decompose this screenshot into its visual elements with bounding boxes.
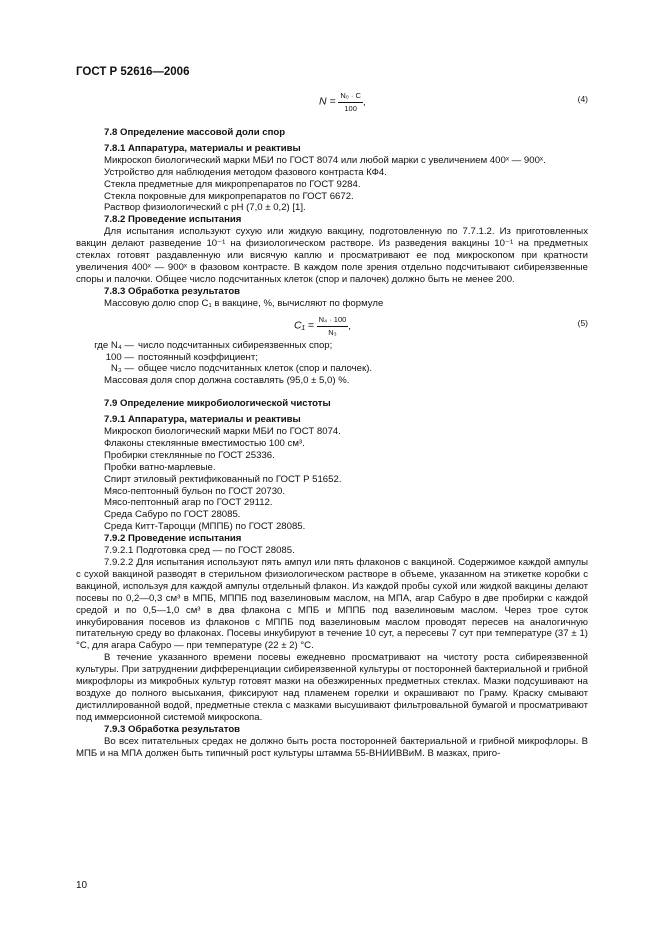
legend-row: где N₄ — число подсчитанных сибиреязвенных спор; bbox=[94, 339, 333, 351]
list-item: Пробирки стеклянные по ГОСТ 25336. bbox=[104, 449, 275, 461]
list-item: Спирт этиловый ректификованный по ГОСТ Р 51652. bbox=[104, 473, 342, 485]
list-item: Среда Китт-Тароцци (МППБ) по ГОСТ 28085. bbox=[104, 521, 306, 533]
list-item: Стекла предметные для микропрепаратов по ГОСТ 9284. bbox=[104, 178, 361, 190]
list-item: Микроскоп биологический марки МБИ по ГОСТ 8074 или любой марки с увеличением 400ˣ — 900ˣ. bbox=[104, 154, 546, 166]
formula-4-number: (4) bbox=[577, 94, 588, 104]
formula-5-lhs: C₁ = bbox=[294, 319, 314, 332]
list-item: Устройство для наблюдения методом фазового контраста КФ4. bbox=[104, 166, 387, 178]
list-item: Микроскоп биологический марки МБИ по ГОСТ 8074. bbox=[104, 426, 341, 438]
formula-4-fraction: $\frac{\text{N₀ · C}}{100}$ bbox=[340, 91, 361, 113]
formula-5-fraction: $\frac{\text{N₄ · 100}}{\text{N₃}}$ bbox=[318, 314, 347, 337]
legend-row: 100 — постоянный коэффициент; bbox=[105, 351, 258, 363]
list-item: Пробки ватно-марлевые. bbox=[104, 461, 216, 473]
formula-4-lhs: N = bbox=[319, 95, 336, 108]
document-body bbox=[76, 86, 588, 759]
legend-row: N₃ — общее число подсчитанных клеток (спор и палочек). bbox=[110, 363, 373, 375]
section-7-9-2-title: 7.9.2 Проведение испытания bbox=[104, 533, 242, 545]
section-7-9-title: 7.9 Определение микробиологической чистоты bbox=[104, 398, 331, 410]
paragraph: Для испытания используют сухую или жидкую вакцину, подготовленную по 7.7.1.2. Из приготовленных вакцин делают разведение 10⁻¹ на физиологическом растворе. Из разведения вакцины 10⁻¹ на предметных стеклах готовят раздавленную или висячую каплю и просматривают ее под микроскопом при кратности увеличения 400ˣ — 900ˣ в фазовом контрасте. В каждом поле зрения отдельно подсчитывают сибиреязвенные споры и палочки. Общее число подсчитанных клеток (спор и палочек) должно быть не менее 200. bbox=[76, 226, 588, 285]
formula-4: N = $\frac{\text{N₀ · C}}{100}$ , (4) bbox=[319, 91, 588, 113]
page-number: 10 bbox=[76, 880, 88, 891]
list-item: Флаконы стеклянные вместимостью 100 см³. bbox=[104, 437, 305, 449]
section-7-8-2-title: 7.8.2 Проведение испытания bbox=[104, 214, 242, 226]
list-item: Мясо-пептонный бульон по ГОСТ 20730. bbox=[104, 485, 286, 497]
paragraph: Массовую долю спор C₁ в вакцине, %, вычисляют по формуле bbox=[104, 297, 384, 309]
section-7-9-3-title: 7.9.3 Обработка результатов bbox=[104, 723, 241, 735]
section-7-8-title: 7.8 Определение массовой доли спор bbox=[104, 127, 286, 138]
paragraph: 7.9.2.2 Для испытания используют пять ампул или пять флаконов с вакциной. Содержимое каждой ампулы с сухой вакциной разводят в стерильном физиологическом растворе в объеме, указанном на этикетке коробки с вакциной, используя для каждой ампулы отдельный флакон. Из каждой пробы сухой или жидкой вакцины делают посевы по 0,2—0,3 см³ в МПБ, МППБ под вазелиновым маслом, на МПА, агар Сабуро в две пробирки с каждой средой и по 0,5—1,0 см³ в два флакона с МПБ и МППБ под вазелиновым маслом. Через трое суток инкубирования посевов из флаконов с МППБ под вазелиновым маслом проводят пересев на аналогичную питательную среду во флаконах. Посевы инкубируют в течение 10 сут, а пересевы 7 сут при температуре (37 ± 1) °С, для агара Сабуро — при температуре (22 ± 2) °С. bbox=[76, 557, 588, 652]
paragraph: Массовая доля спор должна составлять (95,0 ± 5,0) %. bbox=[104, 375, 350, 387]
section-7-8-1-title: 7.8.1 Аппаратура, материалы и реактивы bbox=[104, 142, 301, 154]
list-item: Раствор физиологический с рН (7,0 ± 0,2) [1]. bbox=[104, 202, 306, 214]
list-item: Среда Сабуро по ГОСТ 28085. bbox=[104, 509, 241, 521]
paragraph: Во всех питательных средах не должно быть роста посторонней бактериальной и грибной микрофлоры. В МПБ и на МПА должен быть типичный рост культуры штамма 55-ВНИИВВиМ. В мазках, приго- bbox=[76, 735, 588, 759]
formula-5-number: (5) bbox=[577, 317, 588, 328]
section-7-8-3-title: 7.8.3 Обработка результатов bbox=[104, 285, 241, 297]
paragraph: В течение указанного времени посевы ежедневно просматривают на чистоту роста сибиреязвенной культуры. При затруднении дифференциации сибиреязвенной культуры от посторонней бактериальной и грибной микрофлоры из микробных культур готовят мазки на обезжиренных предметных стеклах. Мазки подсушивают на воздухе до полного высыхания, фиксируют над пламенем горелки и окрашивают по Граму. Краску смывают дистиллированной водой, предметные стекла с мазками высушивают фильтровальной бумагой и просматривают под иммерсионной системой микроскопа. bbox=[76, 652, 588, 723]
document-header: ГОСТ Р 52616—2006 bbox=[76, 66, 190, 78]
paragraph: 7.9.2.1 Подготовка сред — по ГОСТ 28085. bbox=[104, 545, 295, 557]
formula-5: C₁ = $\frac{\text{N₄ · 100}}{\text{N₃}}$ , (5) bbox=[294, 314, 588, 337]
list-item: Мясо-пептонный агар по ГОСТ 29112. bbox=[104, 497, 273, 509]
list-item: Стекла покровные для микропрепаратов по ГОСТ 6672. bbox=[104, 190, 354, 202]
section-7-9-1-title: 7.9.1 Аппаратура, материалы и реактивы bbox=[104, 414, 301, 426]
